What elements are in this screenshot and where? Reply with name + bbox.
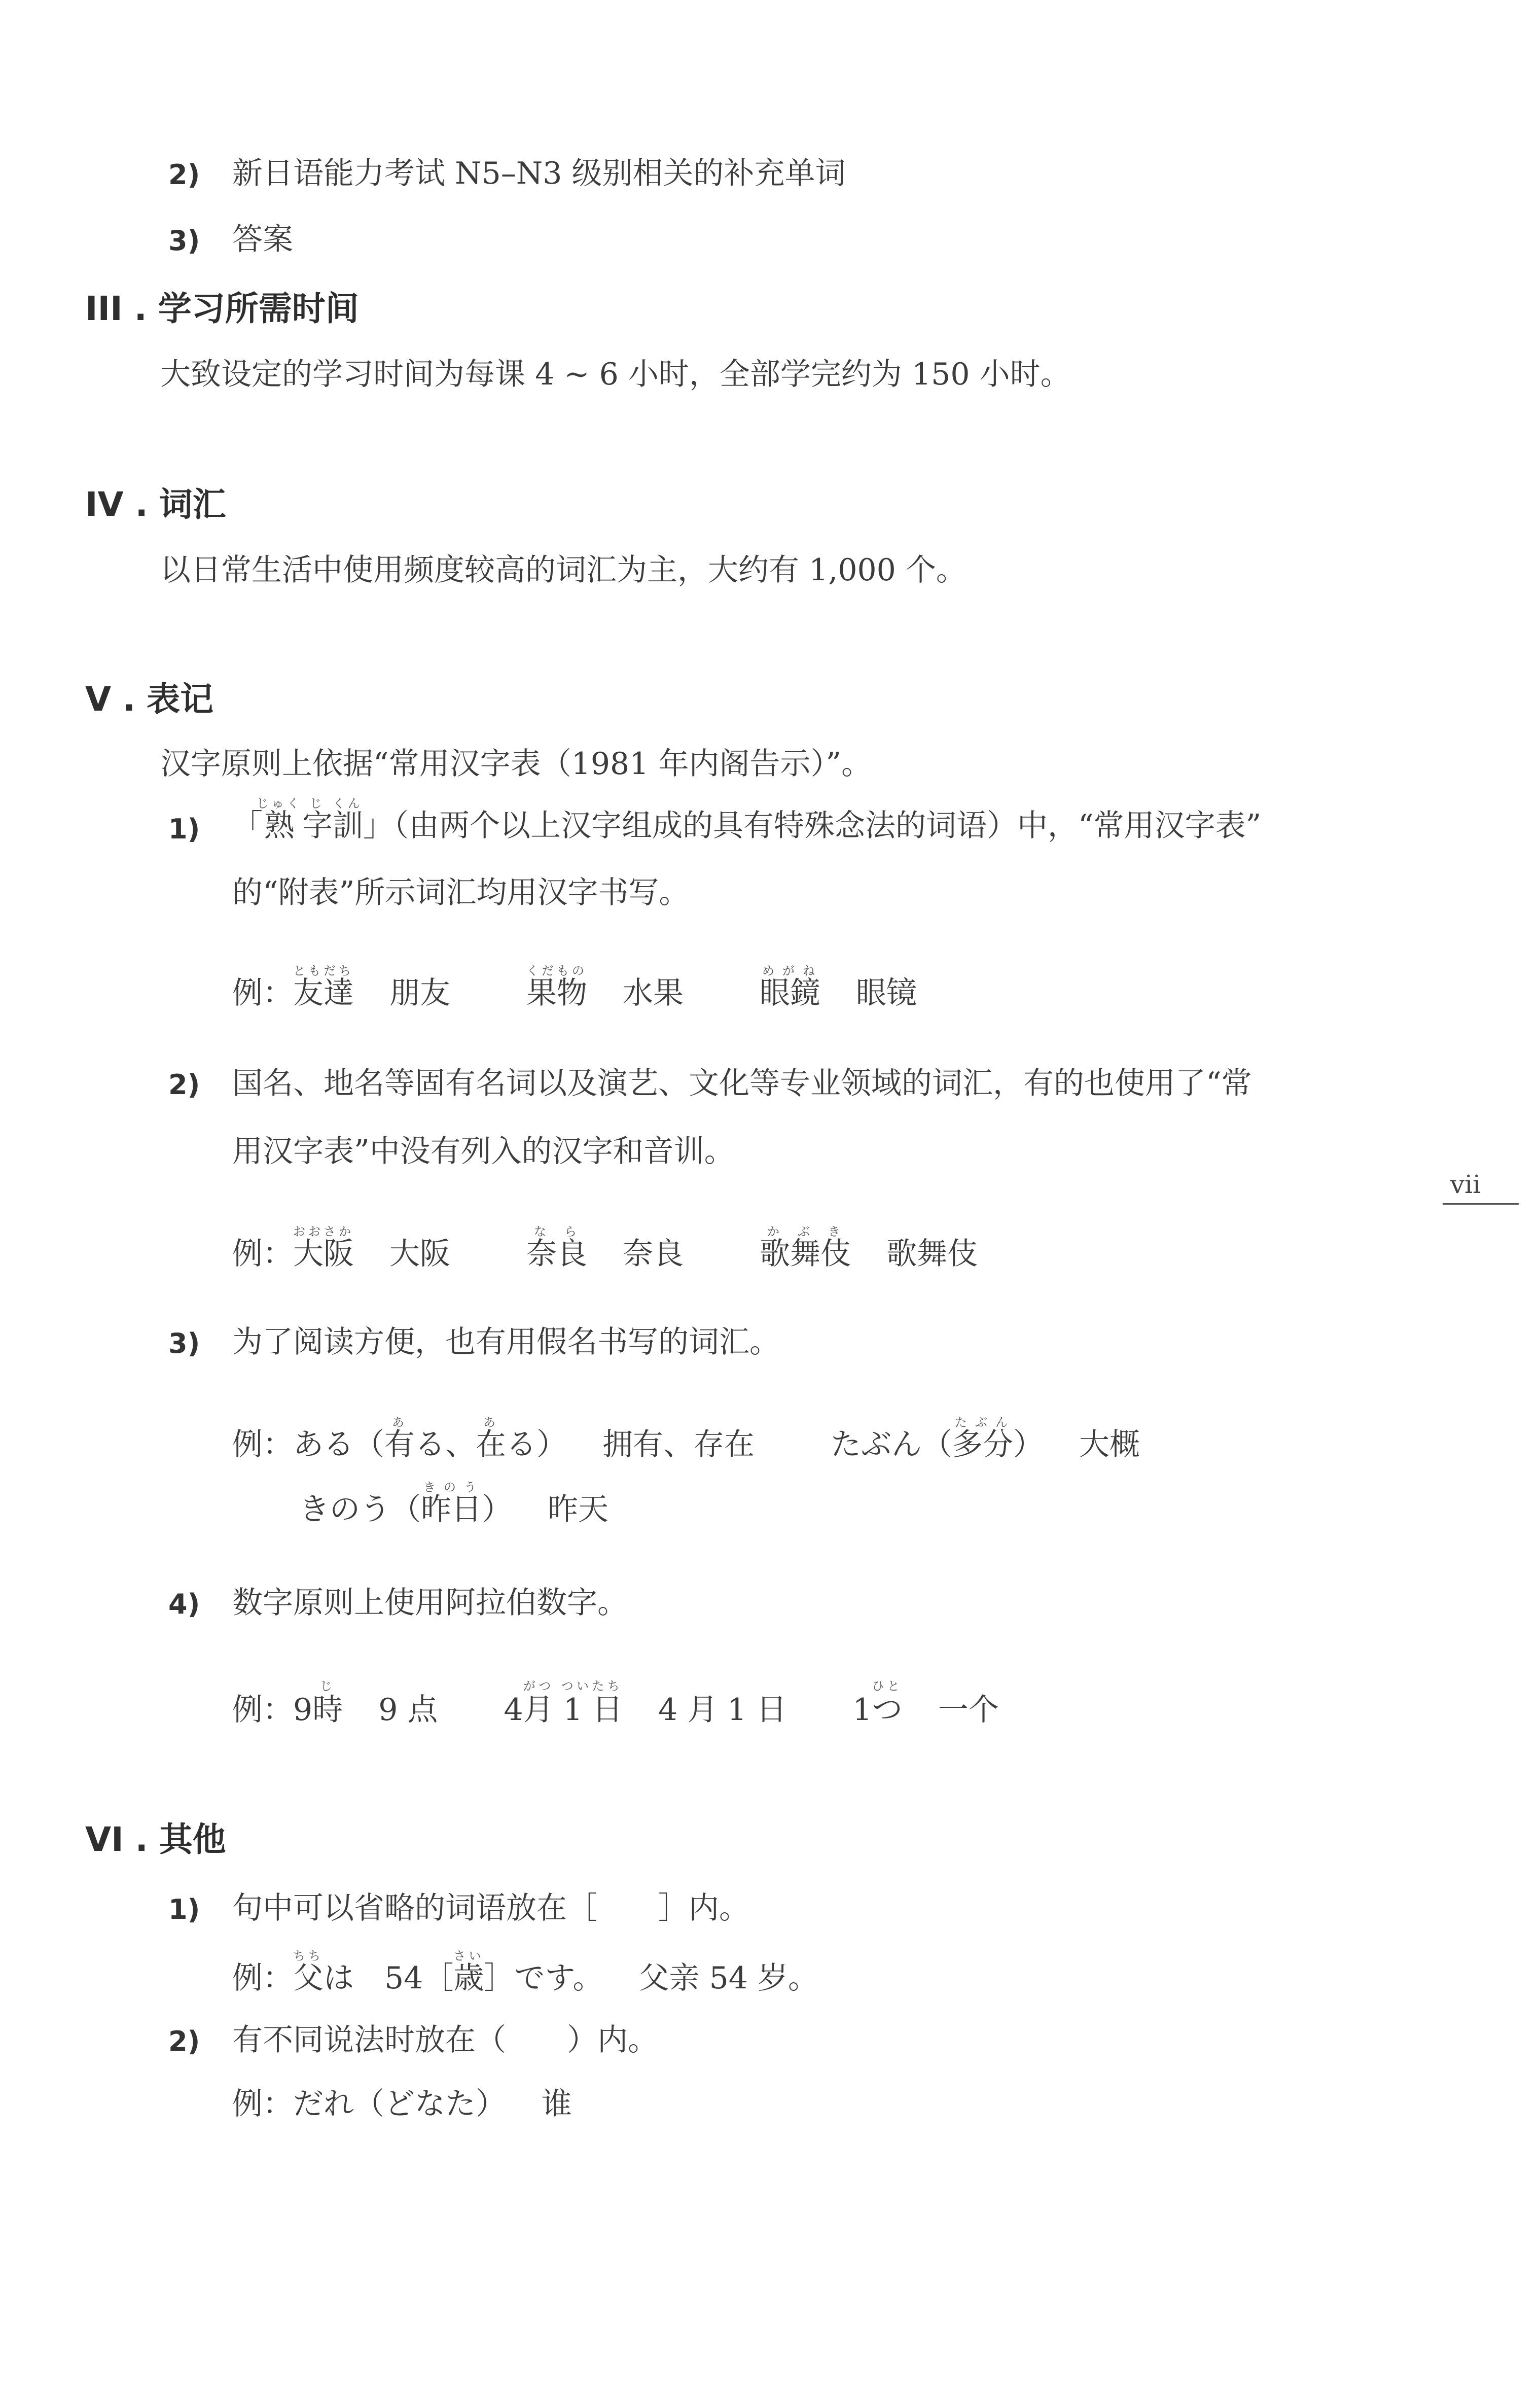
ruby-word: 熟じゅく bbox=[257, 796, 302, 844]
section-title: 其他 bbox=[159, 1820, 226, 1859]
section-numeral: VI . bbox=[85, 1820, 148, 1859]
section-heading-iv bbox=[85, 485, 226, 524]
list-item-text: 为了阅读方便，也有用假名书写的词汇。 bbox=[232, 1324, 780, 1360]
list-item-text: 「熟じゅく字じ訓くん」（由两个以上汉字组成的具有特殊念法的词语）中，“常用汉字表” bbox=[232, 796, 1262, 844]
section-heading-vi bbox=[85, 1820, 226, 1859]
section-title: 表记 bbox=[147, 680, 214, 719]
list-number: 3) bbox=[168, 1327, 200, 1359]
example-line: きのう（昨日きのう） 昨天 bbox=[299, 1480, 608, 1527]
section-title: 词汇 bbox=[159, 485, 226, 524]
list-item-text: 答案 bbox=[232, 222, 293, 257]
list-item-text: 的“附表”所示词汇均用汉字书写。 bbox=[232, 875, 690, 910]
list-number: 2) bbox=[168, 2025, 200, 2057]
example-line: 例：父ちちは 54［歳さい］です。 父亲 54 岁。 bbox=[232, 1949, 819, 1996]
section-body: 大致设定的学习时间为每课 4 ~ 6 小时，全部学完约为 150 小时。 bbox=[160, 357, 1071, 392]
section-heading-v bbox=[85, 680, 214, 719]
list-item-text: 数字原则上使用阿拉伯数字。 bbox=[232, 1585, 628, 1621]
example-line: 例：だれ（どなた） 谁 bbox=[232, 2086, 572, 2122]
list-item-text: 有不同说法时放在（ ）内。 bbox=[232, 2022, 658, 2058]
section-numeral: V . bbox=[85, 680, 136, 719]
example-line: 例：大阪おおさか大阪 奈良なら奈良 歌舞伎かぶき歌舞伎 bbox=[232, 1224, 978, 1272]
section-heading-iii bbox=[85, 289, 359, 328]
section-numeral: IV . bbox=[85, 485, 148, 524]
ruby-word: 訓くん bbox=[333, 796, 363, 844]
list-item-text: 用汉字表”中没有列入的汉字和音训。 bbox=[232, 1134, 735, 1169]
page-number-rule bbox=[1443, 1203, 1519, 1205]
section-title: 学习所需时间 bbox=[158, 289, 359, 328]
list-number: 3) bbox=[168, 225, 200, 257]
list-number: 2) bbox=[168, 1069, 200, 1101]
section-body: 汉字原则上依据“常用汉字表（1981 年内阁告示）”。 bbox=[160, 746, 872, 782]
list-number: 4) bbox=[168, 1588, 200, 1620]
page-number: vii bbox=[1450, 1170, 1481, 1199]
ruby-word: 字じ bbox=[302, 796, 333, 844]
list-item-text: 国名、地名等固有名词以及演艺、文化等专业领域的词汇，有的也使用了“常 bbox=[232, 1066, 1252, 1101]
section-body: 以日常生活中使用频度较高的词汇为主，大约有 1,000 个。 bbox=[160, 552, 966, 588]
section-numeral: III . bbox=[85, 289, 147, 328]
list-number: 1) bbox=[168, 813, 200, 845]
example-line: 例：友達ともだち朋友 果物くだもの水果 眼鏡めがね眼镜 bbox=[232, 964, 917, 1011]
example-line: 例：9時じ9 点 4月 1 日がつ ついたち4 月 1 日 1つひと一个 bbox=[232, 1679, 999, 1728]
list-item-text: 句中可以省略的词语放在［ ］内。 bbox=[232, 1890, 749, 1926]
example-line: 例：ある（有ある、在ある） 拥有、存在 たぶん（多分たぶん） 大概 bbox=[232, 1415, 1140, 1462]
list-number: 1) bbox=[168, 1894, 200, 1925]
list-number: 2) bbox=[168, 159, 200, 191]
list-item-text: 新日语能力考试 N5–N3 级别相关的补充单词 bbox=[232, 156, 846, 191]
